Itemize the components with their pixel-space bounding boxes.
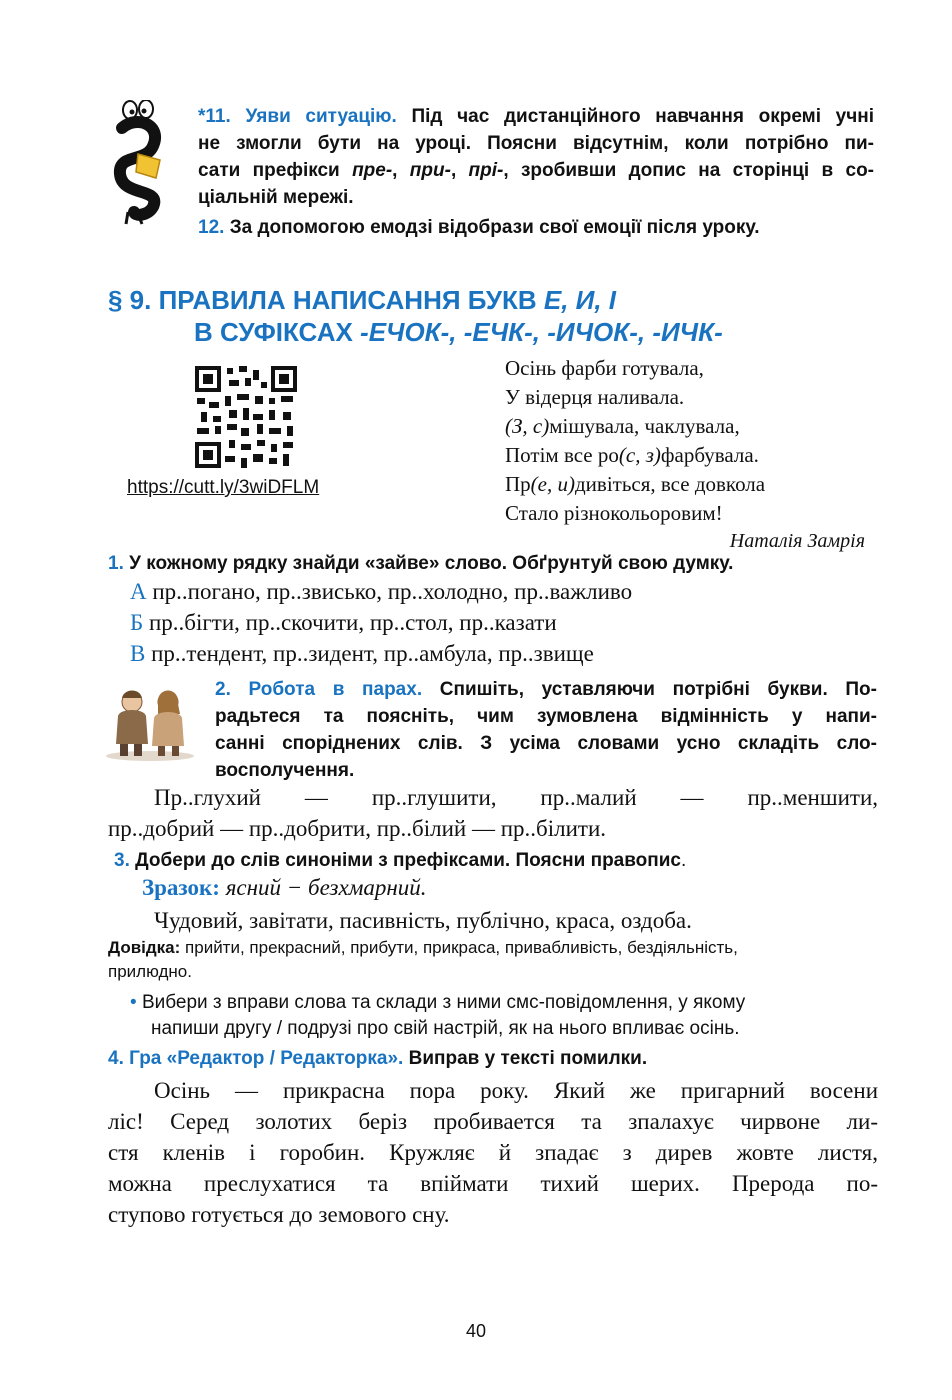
task-2-examples: Пр..глухий — пр..глушити, пр..малий — пр..меншити, пр..добрий — пр..добрити, пр..білий — пр..білити.	[108, 785, 878, 841]
qr-code[interactable]	[195, 366, 297, 468]
task-3-bullet: • Вибери з вправи слова та склади з ними смс-повідомлення, у якому напиши другу / подрузі про свій настрій, як на нього впливає осінь.	[130, 992, 746, 1039]
task-12: 12. За допомогою емодзі відобрази свої емоції після уроку.	[198, 217, 760, 238]
section-title: § 9. ПРАВИЛА НАПИСАННЯ БУКВ Е, И, І В СУФІКСАХ -ЕЧОК-, -ЕЧК-, -ИЧОК-, -ИЧК-	[108, 285, 723, 347]
task-2: 2. Робота в парах. Спишіть, уставляючи потрібні букви. По- радьтеся та поясніть, чим зумовлена відмінність у напи- санні споріднених слів. З усіма словами усно складіть сло- восполучення.	[215, 679, 877, 781]
task-2-heading: Робота в парах.	[248, 679, 423, 700]
task-3: 3. Добери до слів синоніми з префіксами. Поясни правопис.	[114, 850, 687, 871]
task-3-number: 3.	[114, 850, 130, 871]
task-4: 4. Гра «Редактор / Редакторка». Виправ у тексті помилки.	[108, 1048, 648, 1069]
task-4-heading: Гра «Редактор / Редакторка».	[129, 1048, 404, 1069]
task-11-heading: Уяви ситуацію.	[245, 106, 397, 127]
task-3-sample: Зразок: ясний − безхмарний.	[142, 875, 427, 900]
task-1: 1. У кожному рядку знайди «зайве» слово. Обґрунтуй свою думку.	[108, 553, 734, 574]
task-4-number: 4.	[108, 1048, 124, 1069]
task-1-number: 1.	[108, 553, 124, 574]
task-1-row-b: Б пр..бігти, пр..скочити, пр..стол, пр..казати	[130, 610, 557, 635]
task-1-row-c: В пр..тендент, пр..зидент, пр..амбула, пр..звище	[130, 641, 594, 666]
poem: Осінь фарби готувала, У відерця наливала. (З, с)мішувала, чаклувала, Потім все ро(с, з)фарбувала. Пр(е, и)дивіться, все довкола Стало різнокольоровим! Наталія Замрія	[505, 356, 865, 552]
qr-code-graphic	[195, 366, 297, 468]
task-11: *11. Уяви ситуацію. Під час дистанційного навчання окремі учні не змогли бути на уроці. Поясни відсутнім, коли потрібно пи- сати префікси пре-, при-, прі-, зробивши допис на сторінці в со- ціальній мережі.	[198, 106, 875, 208]
task-2-number: 2.	[215, 679, 231, 700]
task-12-number: 12.	[198, 217, 225, 238]
task-3-hint: Довідка: прийти, прекрасний, прибути, прикраса, привабливість, бездіяльність, прилюдно.	[108, 938, 738, 981]
poem-author: Наталія Замрія	[729, 530, 865, 552]
page-number: 40	[465, 1321, 487, 1341]
pair-work-icon	[102, 684, 198, 762]
sample-label: Зразок:	[142, 875, 220, 900]
hint-label: Довідка:	[108, 938, 181, 957]
qr-link[interactable]: https://cutt.ly/3wiDFLM	[127, 477, 320, 498]
task-1-rows	[130, 576, 632, 669]
task-11-number: *11.	[198, 106, 231, 127]
bullet-icon: •	[130, 992, 137, 1013]
task-3-words: Чудовий, завітати, пасивність, публічно, краса, оздоба.	[154, 908, 692, 933]
task-1-row-a: А пр..погано, пр..звисько, пр..холодно, пр..важливо	[130, 579, 633, 604]
task-4-text: Осінь — прикрасна пора року. Який же пригарний восени ліс! Серед золотих беріз пробивается та зпалахує чирвоне ли- стя кленів і горобин. Кружляє й зпадає з дирев жовте листя, можна преслухатися та впіймати тихий шерих. Прерода по- ступово готується до земового сну.	[108, 1078, 878, 1227]
character-icon	[108, 100, 172, 226]
